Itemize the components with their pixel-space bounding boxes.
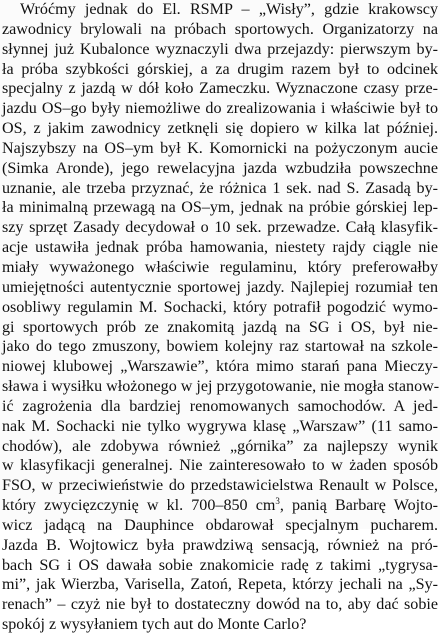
text-line: gi sportowych prób ze znakomitą jazdą na SG i OS, był nie- <box>2 318 438 336</box>
text-line: wicz jadącą na Dauphince obdarował specjalnym pucharem. <box>2 516 438 534</box>
text-line: Jazda B. Wojtowicz była prawdziwą sensacją, również na pró- <box>2 536 438 554</box>
text-line: miały wyważonego właściwie regulaminu, który preferowałby <box>2 258 438 276</box>
text-line: umiejętności autentycznie sportowej jazdy. Najlepiej rozumiał ten <box>2 278 438 296</box>
text-line: mi”, jak Wierzba, Varisella, Zatoń, Repeta, którzy jechali na „Sy- <box>2 576 438 594</box>
text-line: renach” – czyż nie był to dostateczny dowód na to, aby dać sobie <box>2 596 438 614</box>
text-line: niowej klubowej „Warszawie”, która mimo starań pana Mieczy- <box>2 358 438 376</box>
text-line: uznanie, ale trzeba przyznać, że różnica 1 sek. nad S. Zasadą by- <box>2 179 438 197</box>
text-line: szy sprzęt Zasady decydował o 10 sek. przewadze. Całą klasyfik- <box>2 219 438 237</box>
text-line: chodów), ale zdobywa również „górnika” za najlepszy wynik <box>2 437 438 455</box>
text-line-last: spokój z wysyłaniem tych aut do Monte Carlo? <box>2 616 307 634</box>
text-line: (Simka Aronde), jego rewelacyjna jazda wzbudziła powszechne <box>2 159 438 177</box>
text-line: ła próba szybkości górskiej, a za drugim razem był to odcinek <box>2 60 438 78</box>
text-line: nak M. Sochacki nie tylko wygrywa klasę „Warszaw” (11 samo- <box>2 417 438 435</box>
text-line: jazdu OS–go były niemożliwe do zrealizowania i właściwie był to <box>2 100 438 118</box>
text-line-prefix: który zwycięzczynię w kl. 700–850 cm <box>2 497 276 515</box>
text-line-suffix: , panią Barbarę Wojto- <box>279 497 439 515</box>
text-line: zawodnicy brylowali na próbach sportowych. Organizatorzy na <box>2 20 438 38</box>
text-line: w klasyfikacji generalnej. Nie zainteresowało to w żaden sposób <box>2 457 438 475</box>
text-line: ić zagrożenia dla bardziej renomowanych samochodów. A jed- <box>2 397 438 415</box>
text-line: osobliwy regulamin M. Sochacki, który potrafił pogodzić wymo- <box>2 298 438 316</box>
text-line-with-superscript <box>2 496 438 516</box>
text-line: bach SG i OS dawała sobie znakomicie radę z takimi „tygrysa- <box>2 556 438 574</box>
text-line: acje ustawiła jednak próba hamowania, niestety rajdy ciągle nie <box>2 239 438 257</box>
cubic-superscript: 3 <box>275 496 280 507</box>
text-line: słynnej już Kubalonce wyznaczyli dwa przejazdy: pierwszym by- <box>2 40 438 58</box>
text-line: sława i wysiłku włożonego w jej przygotowanie, nie mogła stanow- <box>2 378 440 396</box>
text-line: OS, z jakim zawodnicy zetknęli się dopiero w kilka lat później. <box>2 120 438 138</box>
text-line: specjalny z jazdą w dół koło Zameczku. Wyznaczone czasy prze- <box>2 80 438 98</box>
text-line: Najszybszy na OS–ym był K. Komornicki na pożyczonym aucie <box>2 139 438 157</box>
text-line: jako do tego zmuszony, bowiem kolejny raz startował na szkole- <box>2 338 438 356</box>
text-line: FSO, w przeciwieństwie do przedstawicielstwa Renault w Polsce, <box>2 477 438 495</box>
text-line: ła minimalną przewagą na OS–ym, jednak na próbie górskiej lep- <box>2 199 438 217</box>
text-line: Wróćmy jednak do El. RSMP – „Wisły”, gdzie krakowscy <box>20 1 438 18</box>
